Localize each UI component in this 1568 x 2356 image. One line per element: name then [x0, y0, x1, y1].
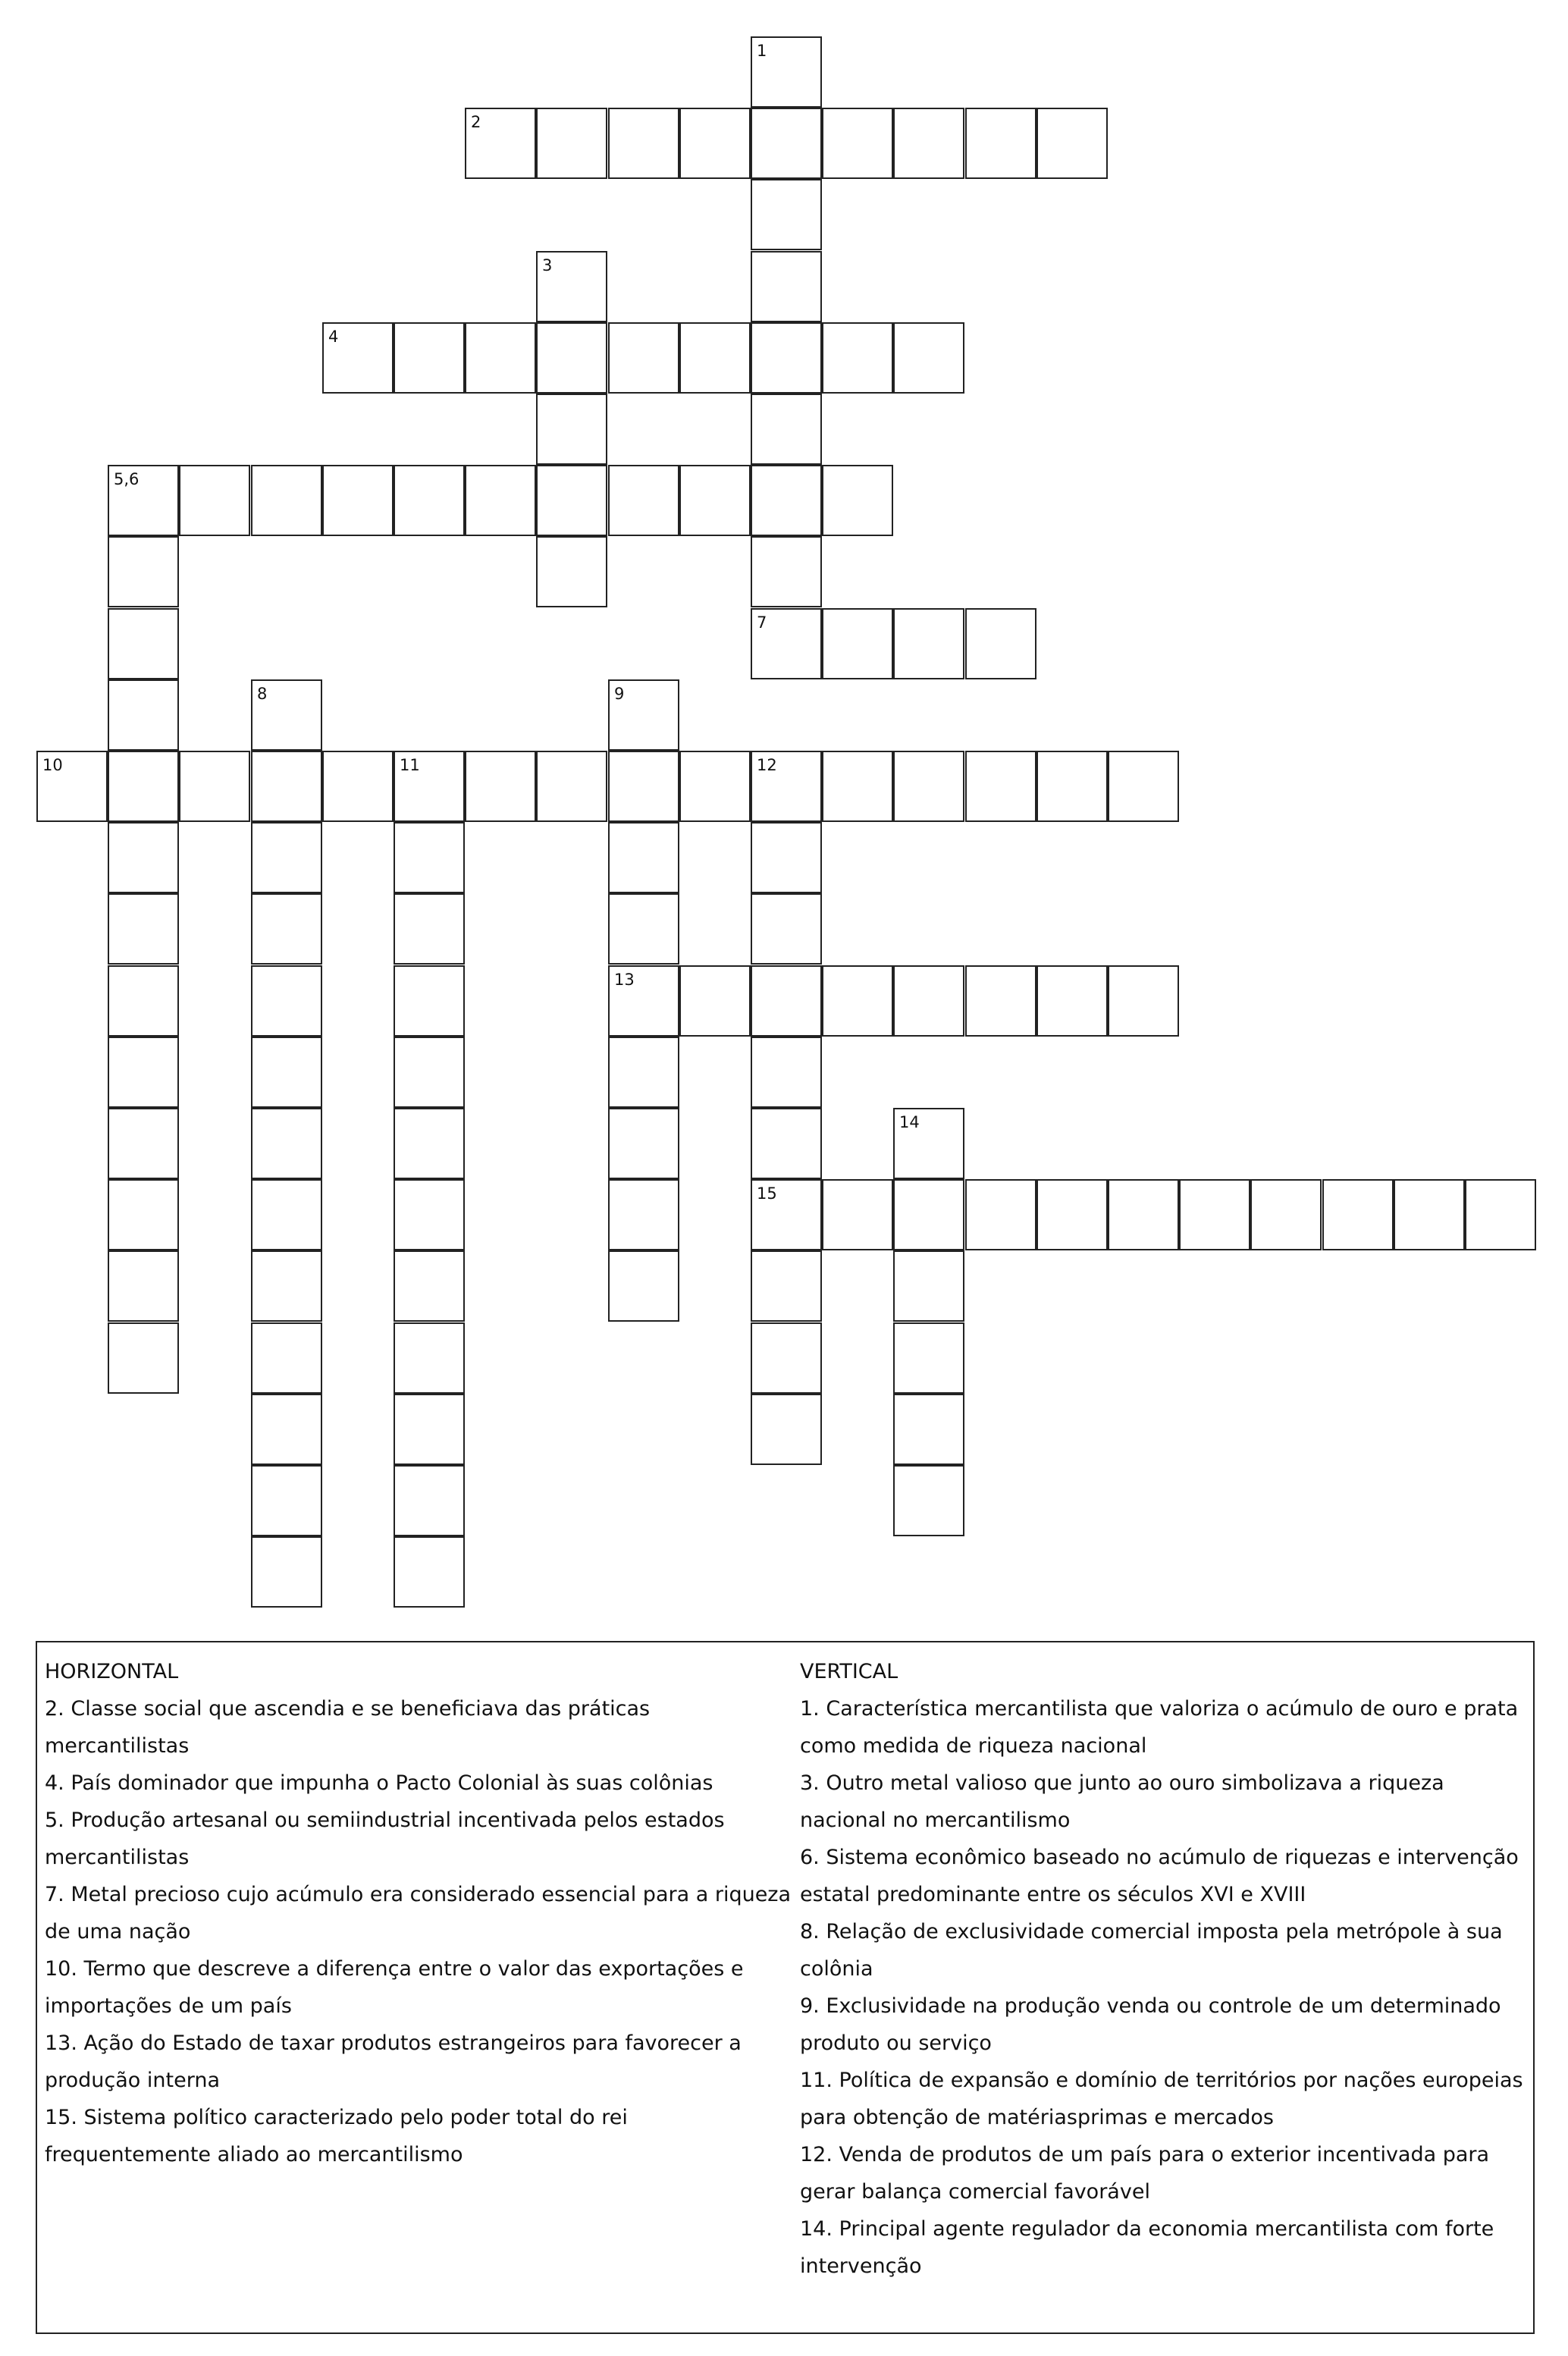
- crossword-cell[interactable]: [251, 1465, 322, 1536]
- crossword-cell[interactable]: [893, 751, 964, 822]
- crossword-cell[interactable]: [679, 108, 751, 179]
- crossword-cell[interactable]: [965, 751, 1036, 822]
- crossword-cell[interactable]: [893, 965, 964, 1037]
- clue-number: 7: [757, 613, 767, 632]
- vertical-clues-title: VERTICAL: [800, 1660, 898, 1683]
- crossword-cell[interactable]: [322, 751, 394, 822]
- crossword-cell[interactable]: [108, 893, 179, 965]
- crossword-cell[interactable]: [608, 822, 679, 893]
- crossword-cell[interactable]: [751, 465, 822, 536]
- crossword-cell[interactable]: [822, 322, 893, 394]
- crossword-cell[interactable]: [394, 822, 465, 893]
- crossword-cell[interactable]: [608, 1108, 679, 1179]
- crossword-cell[interactable]: [108, 965, 179, 1037]
- crossword-cell[interactable]: [251, 679, 322, 751]
- crossword-cell[interactable]: [251, 1037, 322, 1108]
- crossword-cell[interactable]: [322, 322, 394, 394]
- clue-number: 14: [899, 1113, 920, 1131]
- clue-number: 1: [757, 42, 767, 60]
- horizontal-clue: 10. Termo que descreve a diferença entre o valor das exportações e importações de um país: [45, 1957, 744, 2018]
- crossword-cell[interactable]: [679, 751, 751, 822]
- crossword-cell[interactable]: [108, 1179, 179, 1250]
- crossword-cell[interactable]: [608, 465, 679, 536]
- crossword-cell[interactable]: [536, 751, 607, 822]
- crossword-cell[interactable]: [108, 751, 179, 822]
- crossword-cell[interactable]: [251, 1108, 322, 1179]
- crossword-cell[interactable]: [893, 1250, 964, 1322]
- crossword-cell[interactable]: [893, 608, 964, 679]
- vertical-clue: 12. Venda de produtos de um país para o exterior incentivada para gerar balança comercial favorável: [800, 2143, 1490, 2204]
- clue-number: 4: [328, 328, 339, 346]
- crossword-cell[interactable]: [893, 322, 964, 394]
- crossword-cell[interactable]: [108, 679, 179, 751]
- crossword-cell[interactable]: [465, 322, 536, 394]
- crossword-cell[interactable]: [893, 1108, 964, 1179]
- crossword-cell[interactable]: [251, 893, 322, 965]
- crossword-cell[interactable]: [322, 465, 394, 536]
- crossword-cell[interactable]: [536, 108, 607, 179]
- crossword-cell[interactable]: [536, 322, 607, 394]
- crossword-cell[interactable]: [251, 1179, 322, 1250]
- crossword-cell[interactable]: [751, 36, 822, 108]
- crossword-cell[interactable]: [394, 1536, 465, 1608]
- clue-number: 8: [257, 685, 268, 703]
- horizontal-clue: 4. País dominador que impunha o Pacto Colonial às suas colônias: [45, 1771, 713, 1795]
- crossword-cell[interactable]: [751, 394, 822, 465]
- crossword-cell[interactable]: [108, 822, 179, 893]
- vertical-clue: 8. Relação de exclusividade comercial imposta pela metrópole à sua colônia: [800, 1920, 1503, 1981]
- crossword-cell[interactable]: [822, 108, 893, 179]
- clue-number: 3: [542, 256, 553, 275]
- crossword-cell[interactable]: [608, 965, 679, 1037]
- crossword-cell[interactable]: [251, 1394, 322, 1465]
- crossword-cell[interactable]: [751, 1394, 822, 1465]
- crossword-cell[interactable]: [822, 608, 893, 679]
- crossword-cell[interactable]: [36, 751, 108, 822]
- crossword-cell[interactable]: [608, 1250, 679, 1322]
- clue-number: 15: [757, 1184, 777, 1203]
- crossword-cell[interactable]: [822, 465, 893, 536]
- horizontal-clue: 15. Sistema político caracterizado pelo poder total do rei frequentemente aliado ao mercantilismo: [45, 2106, 628, 2166]
- crossword-cell[interactable]: [893, 1179, 964, 1250]
- crossword-cell[interactable]: [251, 822, 322, 893]
- crossword-cell[interactable]: [394, 965, 465, 1037]
- crossword-cell[interactable]: [536, 536, 607, 607]
- crossword-cell[interactable]: [536, 394, 607, 465]
- crossword-cell[interactable]: [822, 965, 893, 1037]
- horizontal-clue: 7. Metal precioso cujo acúmulo era considerado essencial para a riqueza de uma nação: [45, 1883, 792, 1943]
- crossword-cell[interactable]: [394, 893, 465, 965]
- crossword-cell[interactable]: [394, 1179, 465, 1250]
- crossword-cell[interactable]: [751, 1322, 822, 1394]
- crossword-cell[interactable]: [751, 608, 822, 679]
- crossword-cell[interactable]: [108, 608, 179, 679]
- crossword-cell[interactable]: [751, 536, 822, 607]
- horizontal-clues-title: HORIZONTAL: [45, 1660, 179, 1683]
- crossword-cell[interactable]: [179, 751, 250, 822]
- crossword-cell[interactable]: [822, 751, 893, 822]
- crossword-cell[interactable]: [751, 751, 822, 822]
- crossword-cell[interactable]: [394, 465, 465, 536]
- crossword-cell[interactable]: [822, 1179, 893, 1250]
- crossword-cell[interactable]: [965, 965, 1036, 1037]
- crossword-cell[interactable]: [108, 465, 179, 536]
- crossword-cell[interactable]: [394, 1394, 465, 1465]
- horizontal-clue: 2. Classe social que ascendia e se beneficiava das práticas mercantilistas: [45, 1697, 651, 1758]
- horizontal-clues: [45, 1653, 795, 2173]
- crossword-cell[interactable]: [965, 108, 1036, 179]
- crossword-cell[interactable]: [679, 322, 751, 394]
- crossword-cell[interactable]: [465, 465, 536, 536]
- clue-number: 5,6: [114, 470, 140, 488]
- crossword-cell[interactable]: [536, 251, 607, 322]
- crossword-cell[interactable]: [1036, 965, 1108, 1037]
- crossword-cell[interactable]: [465, 108, 536, 179]
- crossword-cell[interactable]: [608, 108, 679, 179]
- crossword-cell[interactable]: [751, 322, 822, 394]
- crossword-cell[interactable]: [751, 179, 822, 250]
- crossword-cell[interactable]: [751, 965, 822, 1037]
- crossword-cell[interactable]: [608, 893, 679, 965]
- crossword-cell[interactable]: [251, 1322, 322, 1394]
- crossword-cell[interactable]: [1322, 1179, 1394, 1250]
- crossword-cell[interactable]: [1108, 965, 1179, 1037]
- crossword-cell[interactable]: [608, 1179, 679, 1250]
- crossword-cell[interactable]: [1036, 108, 1108, 179]
- crossword-cell[interactable]: [608, 679, 679, 751]
- crossword-cell[interactable]: [893, 1322, 964, 1394]
- crossword-cell[interactable]: [893, 1465, 964, 1536]
- crossword-cell[interactable]: [679, 965, 751, 1037]
- crossword-cell[interactable]: [608, 1037, 679, 1108]
- crossword-cell[interactable]: [751, 1108, 822, 1179]
- crossword-cell[interactable]: [1036, 1179, 1108, 1250]
- crossword-cell[interactable]: [394, 1250, 465, 1322]
- crossword-cell[interactable]: [893, 1394, 964, 1465]
- crossword-cell[interactable]: [1179, 1179, 1250, 1250]
- crossword-cell[interactable]: [536, 465, 607, 536]
- crossword-cell[interactable]: [394, 1108, 465, 1179]
- crossword-cell[interactable]: [751, 251, 822, 322]
- crossword-cell[interactable]: [465, 751, 536, 822]
- crossword-cell[interactable]: [179, 465, 250, 536]
- crossword-cell[interactable]: [1394, 1179, 1465, 1250]
- horizontal-clue: 5. Produção artesanal ou semiindustrial incentivada pelos estados mercantilistas: [45, 1809, 725, 1869]
- vertical-clue: 3. Outro metal valioso que junto ao ouro simbolizava a riqueza nacional no mercantilismo: [800, 1771, 1444, 1832]
- crossword-cell[interactable]: [751, 822, 822, 893]
- crossword-cell[interactable]: [893, 108, 964, 179]
- crossword-cell[interactable]: [394, 1322, 465, 1394]
- crossword-cell[interactable]: [751, 1037, 822, 1108]
- crossword-cell[interactable]: [1036, 751, 1108, 822]
- vertical-clue: 9. Exclusividade na produção venda ou controle de um determinado produto ou serviço: [800, 1994, 1501, 2055]
- crossword-cell[interactable]: [751, 108, 822, 179]
- vertical-clue: 1. Característica mercantilista que valoriza o acúmulo de ouro e prata como medida de riqueza nacional: [800, 1697, 1519, 1758]
- crossword-cell[interactable]: [965, 1179, 1036, 1250]
- crossword-cell[interactable]: [394, 751, 465, 822]
- crossword-cell[interactable]: [679, 465, 751, 536]
- horizontal-clue: 13. Ação do Estado de taxar produtos estrangeiros para favorecer a produção interna: [45, 2031, 742, 2092]
- clues-box: [36, 1641, 1535, 2334]
- crossword-cell[interactable]: [1250, 1179, 1322, 1250]
- crossword-cell[interactable]: [608, 322, 679, 394]
- clue-number: 13: [614, 971, 635, 989]
- crossword-cell[interactable]: [394, 322, 465, 394]
- crossword-cell[interactable]: [108, 1108, 179, 1179]
- crossword-cell[interactable]: [108, 536, 179, 607]
- crossword-cell[interactable]: [108, 1322, 179, 1394]
- crossword-cell[interactable]: [108, 1037, 179, 1108]
- clue-number: 2: [471, 113, 481, 131]
- crossword-cell[interactable]: [965, 608, 1036, 679]
- crossword-cell[interactable]: [751, 893, 822, 965]
- crossword-cell[interactable]: [1108, 751, 1179, 822]
- clue-number: 9: [614, 685, 625, 703]
- clue-number: 12: [757, 756, 777, 774]
- crossword-cell[interactable]: [108, 1250, 179, 1322]
- crossword-cell[interactable]: [1108, 1179, 1179, 1250]
- crossword-cell[interactable]: [251, 751, 322, 822]
- crossword-cell[interactable]: [394, 1465, 465, 1536]
- vertical-clue: 11. Política de expansão e domínio de territórios por nações europeias para obtenção de matériasprimas e mercados: [800, 2069, 1523, 2129]
- crossword-cell[interactable]: [251, 1250, 322, 1322]
- clue-number: 10: [42, 756, 63, 774]
- crossword-cell[interactable]: [394, 1037, 465, 1108]
- vertical-clues: [800, 1653, 1528, 2285]
- crossword-cell[interactable]: [251, 1536, 322, 1608]
- crossword-cell[interactable]: [251, 965, 322, 1037]
- vertical-clue: 6. Sistema econômico baseado no acúmulo de riquezas e intervenção estatal predominante entre os séculos XVI e XVIII: [800, 1846, 1519, 1906]
- vertical-clue: 14. Principal agente regulador da economia mercantilista com forte intervenção: [800, 2217, 1494, 2278]
- clue-number: 11: [400, 756, 420, 774]
- crossword-cell[interactable]: [251, 465, 322, 536]
- crossword-cell[interactable]: [1465, 1179, 1536, 1250]
- crossword-cell[interactable]: [751, 1179, 822, 1250]
- crossword-cell[interactable]: [608, 751, 679, 822]
- crossword-cell[interactable]: [751, 1250, 822, 1322]
